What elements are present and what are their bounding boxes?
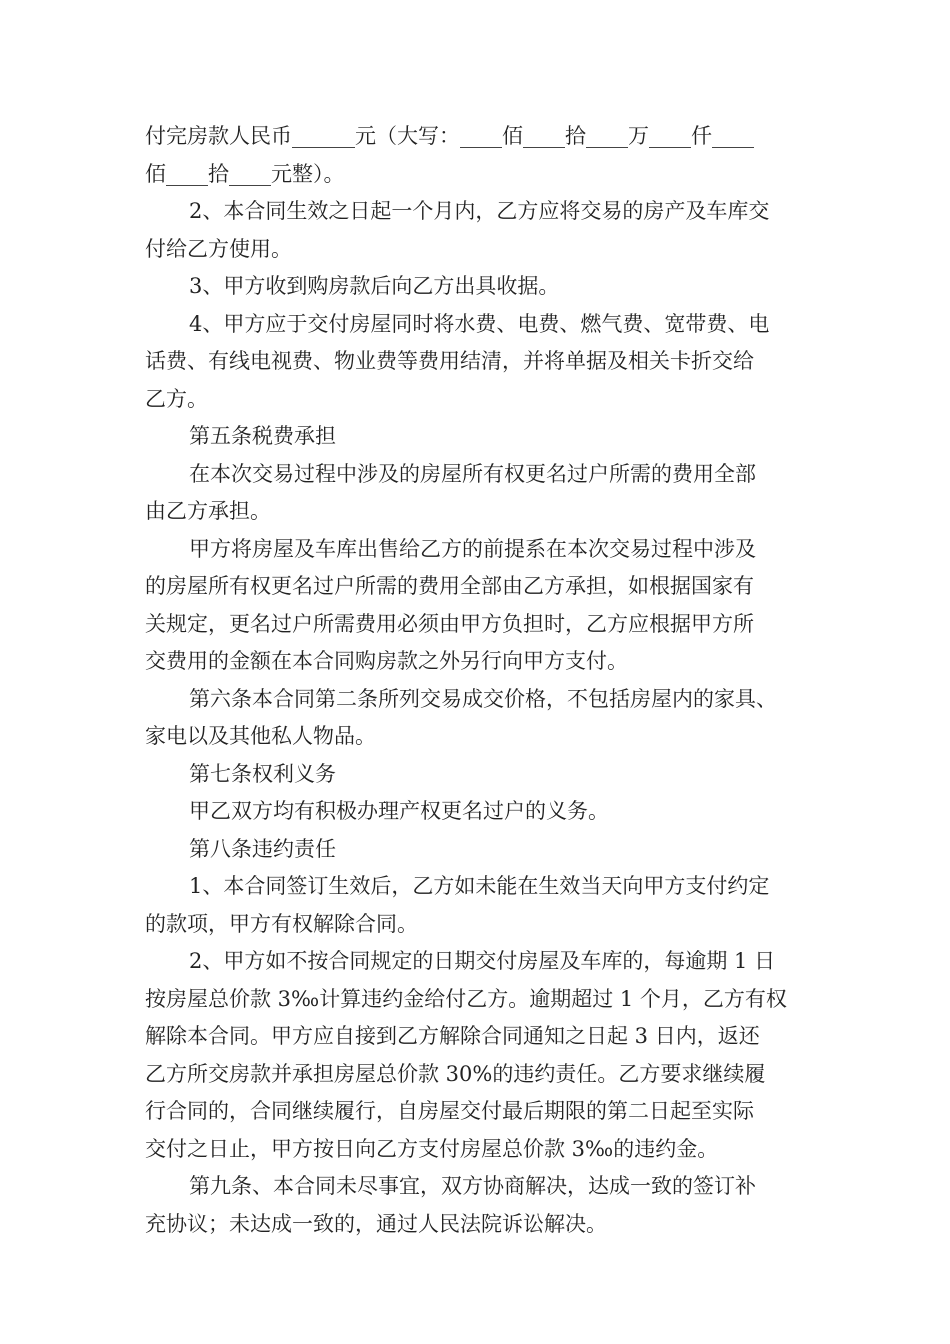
text-line: 甲乙双方均有积极办理产权更名过户的义务。 — [189, 799, 609, 823]
text-line: 关规定，更名过户所需费用必须由甲方负担时，乙方应根据甲方所 — [145, 611, 754, 636]
paragraph-article5-title — [145, 418, 835, 456]
text-line: 行合同的，合同继续履行，自房屋交付最后期限的第二日起至实际 — [145, 1099, 754, 1123]
text-line: 按房屋总价款 3‰计算违约金给付乙方。逾期超过 1 个月，乙方有权 — [145, 986, 787, 1011]
text-line: 乙方所交房款并承担房屋总价款 30%的违约责任。乙方要求继续履 — [145, 1061, 766, 1086]
text-line: 乙方。 — [145, 386, 208, 411]
paragraph-article7-p1 — [145, 793, 835, 831]
paragraph-item4 — [145, 306, 835, 419]
text-line: 在本次交易过程中涉及的房屋所有权更名过户所需的费用全部 — [189, 461, 756, 486]
paragraph-payment — [145, 118, 835, 193]
text-line: 2、甲方如不按合同规定的日期交付房屋及车库的，每逾期 1 日 — [189, 949, 776, 973]
text-line: 3、甲方收到购房款后向乙方出具收据。 — [189, 274, 560, 298]
paragraph-article6 — [145, 681, 835, 756]
text-line: 4、甲方应于交付房屋同时将水费、电费、燃气费、宽带费、电 — [189, 311, 770, 336]
paragraph-article9 — [145, 1168, 835, 1243]
text-line: 2、本合同生效之日起一个月内，乙方应将交易的房产及车库交 — [189, 199, 770, 223]
text-line: 第七条权利义务 — [189, 761, 336, 786]
text-line: 付给乙方使用。 — [145, 236, 292, 261]
paragraph-article5-p2 — [145, 531, 835, 681]
text-line: 付完房款人民币______元（大写：____佰____拾____万____仟____ — [145, 124, 754, 148]
text-line: 第八条违约责任 — [189, 836, 336, 861]
text-line: 1、本合同签订生效后，乙方如未能在生效当天向甲方支付约定 — [189, 874, 770, 898]
text-line: 甲方将房屋及车库出售给乙方的前提系在本次交易过程中涉及 — [189, 536, 756, 561]
text-line: 第六条本合同第二条所列交易成交价格，不包括房屋内的家具、 — [189, 686, 777, 711]
text-line: 由乙方承担。 — [145, 499, 271, 523]
paragraph-item3 — [145, 268, 835, 306]
paragraph-article8-title — [145, 831, 835, 869]
document-body — [145, 118, 835, 1243]
text-line: 交付之日止，甲方按日向乙方支付房屋总价款 3‰的违约金。 — [145, 1136, 719, 1161]
text-line: 充协议；未达成一致的，通过人民法院诉讼解决。 — [145, 1211, 607, 1236]
paragraph-item2 — [145, 193, 835, 268]
text-line: 话费、有线电视费、物业费等费用结清，并将单据及相关卡折交给 — [145, 349, 754, 373]
text-line: 的款项，甲方有权解除合同。 — [145, 911, 418, 936]
paragraph-article7-title — [145, 756, 835, 794]
text-line: 第五条税费承担 — [189, 424, 336, 448]
text-line: 交费用的金额在本合同购房款之外另行向甲方支付。 — [145, 649, 628, 673]
text-line: 的房屋所有权更名过户所需的费用全部由乙方承担，如根据国家有 — [145, 574, 754, 598]
paragraph-article8-item2 — [145, 943, 835, 1168]
paragraph-article5-p1 — [145, 456, 835, 531]
text-line: 佰____拾____元整）。 — [145, 161, 345, 186]
text-line: 第九条、本合同未尽事宜，双方协商解决，达成一致的签订补 — [189, 1174, 756, 1198]
text-line: 家电以及其他私人物品。 — [145, 724, 376, 748]
paragraph-article8-item1 — [145, 868, 835, 943]
text-line: 解除本合同。甲方应自接到乙方解除合同通知之日起 3 日内，返还 — [145, 1024, 760, 1048]
